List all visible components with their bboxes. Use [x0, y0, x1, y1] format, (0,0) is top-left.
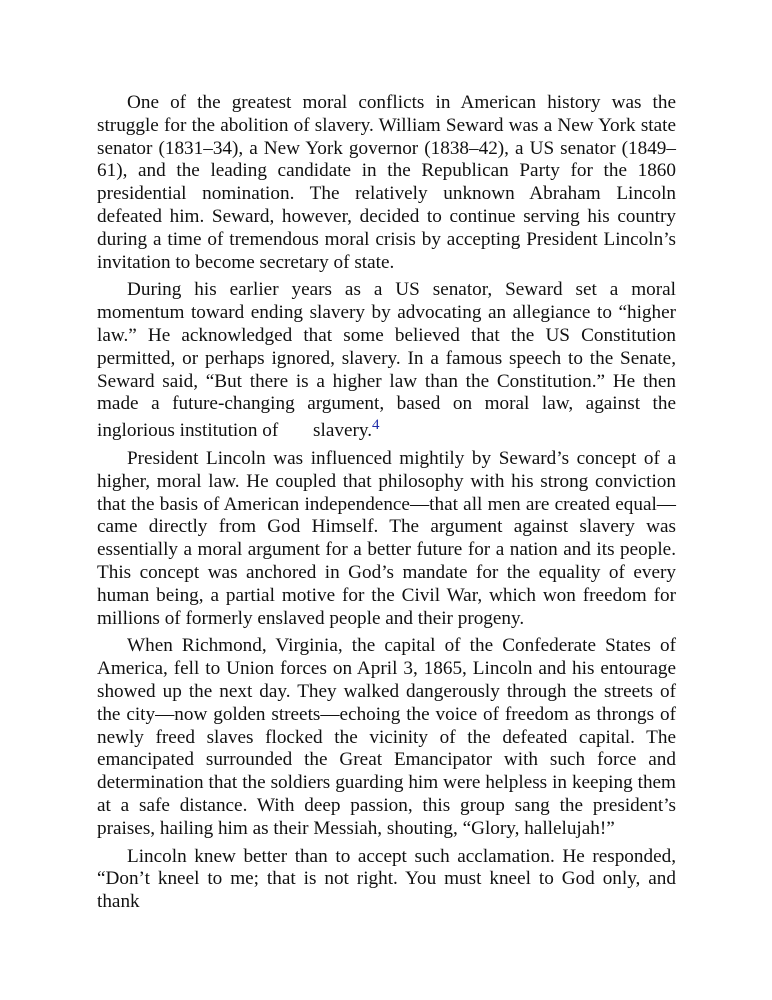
paragraph-5: Lincoln knew better than to accept such acclamation. He responded, “Don’t kneel to me; that is not right. You must kneel to God only, and thank [97, 845, 676, 913]
paragraph-2-text: During his earlier years as a US senator, Seward set a moral momentum toward ending slavery by advocating an allegiance to “higher law.” He acknowledged that some believed that the US Constitution permitted, or perhaps ignored, slavery. In a famous speech to the Senate, Seward said, “But there is a higher law than the Constitution.” He then made a future-changing argument, based on moral law, against the inglorious institution of [97, 279, 676, 442]
paragraph-2 [97, 279, 676, 443]
paragraph-1: One of the greatest moral conflicts in American history was the struggle for the abolition of slavery. William Seward was a New York state senator (1831–34), a New York governor (1838–42), a US senator (1849–61), and the leading candidate in the Republican Party for the 1860 presidential nomination. The relatively unknown Abraham Lincoln defeated him. Seward, however, decided to continue serving his country during a time of tremendous moral crisis by accepting President Lincoln’s invitation to become secretary of state. [97, 92, 676, 273]
paragraph-3: President Lincoln was influenced mightily by Seward’s concept of a higher, moral law. He coupled that philosophy with his strong conviction that the basis of American independence—that all men are created equal—came directly from God Himself. The argument against slavery was essentially a moral argument for a better future for a nation and its people. This concept was anchored in God’s mandate for the equality of every human being, a partial motive for the Civil War, which won freedom for millions of formerly enslaved people and their progeny. [97, 447, 676, 629]
footnote-4-link[interactable]: 4 [372, 417, 380, 434]
paragraph-2-last-line [283, 417, 380, 443]
paragraph-4: When Richmond, Virginia, the capital of the Confederate States of America, fell to Union forces on April 3, 1865, Lincoln and his entourage showed up the next day. They walked dangerously through the streets of the city—now golden streets—echoing the voice of freedom as throngs of newly freed slaves flocked the vicinity of the defeated capital. The emancipated surrounded the Great Emancipator with such force and determination that the soldiers guarding him were helpless in keeping them at a safe distance. With deep passion, this group sang the president’s praises, hailing him as their Messiah, shouting, “Glory, hallelujah!” [97, 635, 676, 839]
page-body [97, 92, 676, 914]
paragraph-2-last-word: slavery. [313, 420, 372, 442]
